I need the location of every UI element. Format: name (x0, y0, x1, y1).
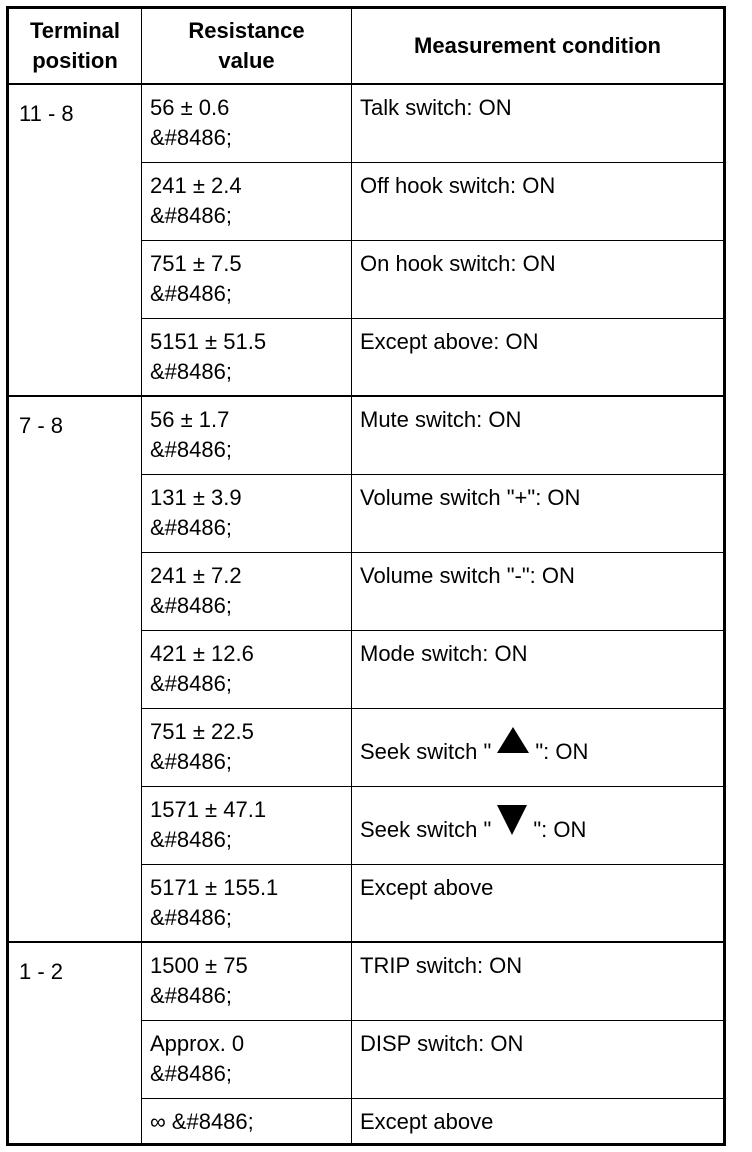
condition-text-pre: Seek switch " (360, 739, 492, 764)
table-row (8, 942, 725, 1020)
resistance-cell: 751 ± 7.5 &#8486; (142, 240, 352, 318)
condition-cell: Off hook switch: ON (352, 162, 725, 240)
terminal-position-cell: 1 - 2 (8, 942, 142, 1144)
resistance-cell: 241 ± 7.2 &#8486; (142, 552, 352, 630)
condition-cell: On hook switch: ON (352, 240, 725, 318)
header-resistance-value: Resistance value (142, 8, 352, 85)
condition-cell (352, 786, 725, 864)
condition-text-post: ": ON (533, 817, 587, 842)
resistance-cell: Approx. 0 &#8486; (142, 1020, 352, 1098)
condition-cell: Mode switch: ON (352, 630, 725, 708)
resistance-cell: 56 ± 0.6 &#8486; (142, 84, 352, 162)
resistance-cell: 1571 ± 47.1 &#8486; (142, 786, 352, 864)
condition-cell: Talk switch: ON (352, 84, 725, 162)
resistance-cell: 751 ± 22.5 &#8486; (142, 708, 352, 786)
down-triangle-icon (497, 805, 527, 835)
condition-cell: Except above (352, 1098, 725, 1144)
resistance-table (6, 6, 726, 1146)
condition-cell: Mute switch: ON (352, 396, 725, 474)
terminal-position-cell: 7 - 8 (8, 396, 142, 942)
condition-cell: Volume switch "+": ON (352, 474, 725, 552)
table-row (8, 84, 725, 162)
condition-cell (352, 708, 725, 786)
header-measurement-condition: Measurement condition (352, 8, 725, 85)
resistance-cell: 131 ± 3.9 &#8486; (142, 474, 352, 552)
condition-cell: Except above: ON (352, 318, 725, 396)
condition-cell: TRIP switch: ON (352, 942, 725, 1020)
table-row (8, 396, 725, 474)
up-triangle-icon (497, 727, 529, 753)
condition-text-pre: Seek switch " (360, 817, 492, 842)
header-terminal-position: Terminal position (8, 8, 142, 85)
condition-cell: Except above (352, 864, 725, 942)
resistance-cell: 241 ± 2.4 &#8486; (142, 162, 352, 240)
condition-cell: Volume switch "-": ON (352, 552, 725, 630)
terminal-position-cell: 11 - 8 (8, 84, 142, 396)
condition-text-post: ": ON (535, 739, 589, 764)
resistance-cell: 5171 ± 155.1 &#8486; (142, 864, 352, 942)
condition-cell: DISP switch: ON (352, 1020, 725, 1098)
resistance-cell: ∞ &#8486; (142, 1098, 352, 1144)
resistance-cell: 56 ± 1.7 &#8486; (142, 396, 352, 474)
resistance-cell: 421 ± 12.6 &#8486; (142, 630, 352, 708)
resistance-cell: 1500 ± 75 &#8486; (142, 942, 352, 1020)
resistance-cell: 5151 ± 51.5 &#8486; (142, 318, 352, 396)
